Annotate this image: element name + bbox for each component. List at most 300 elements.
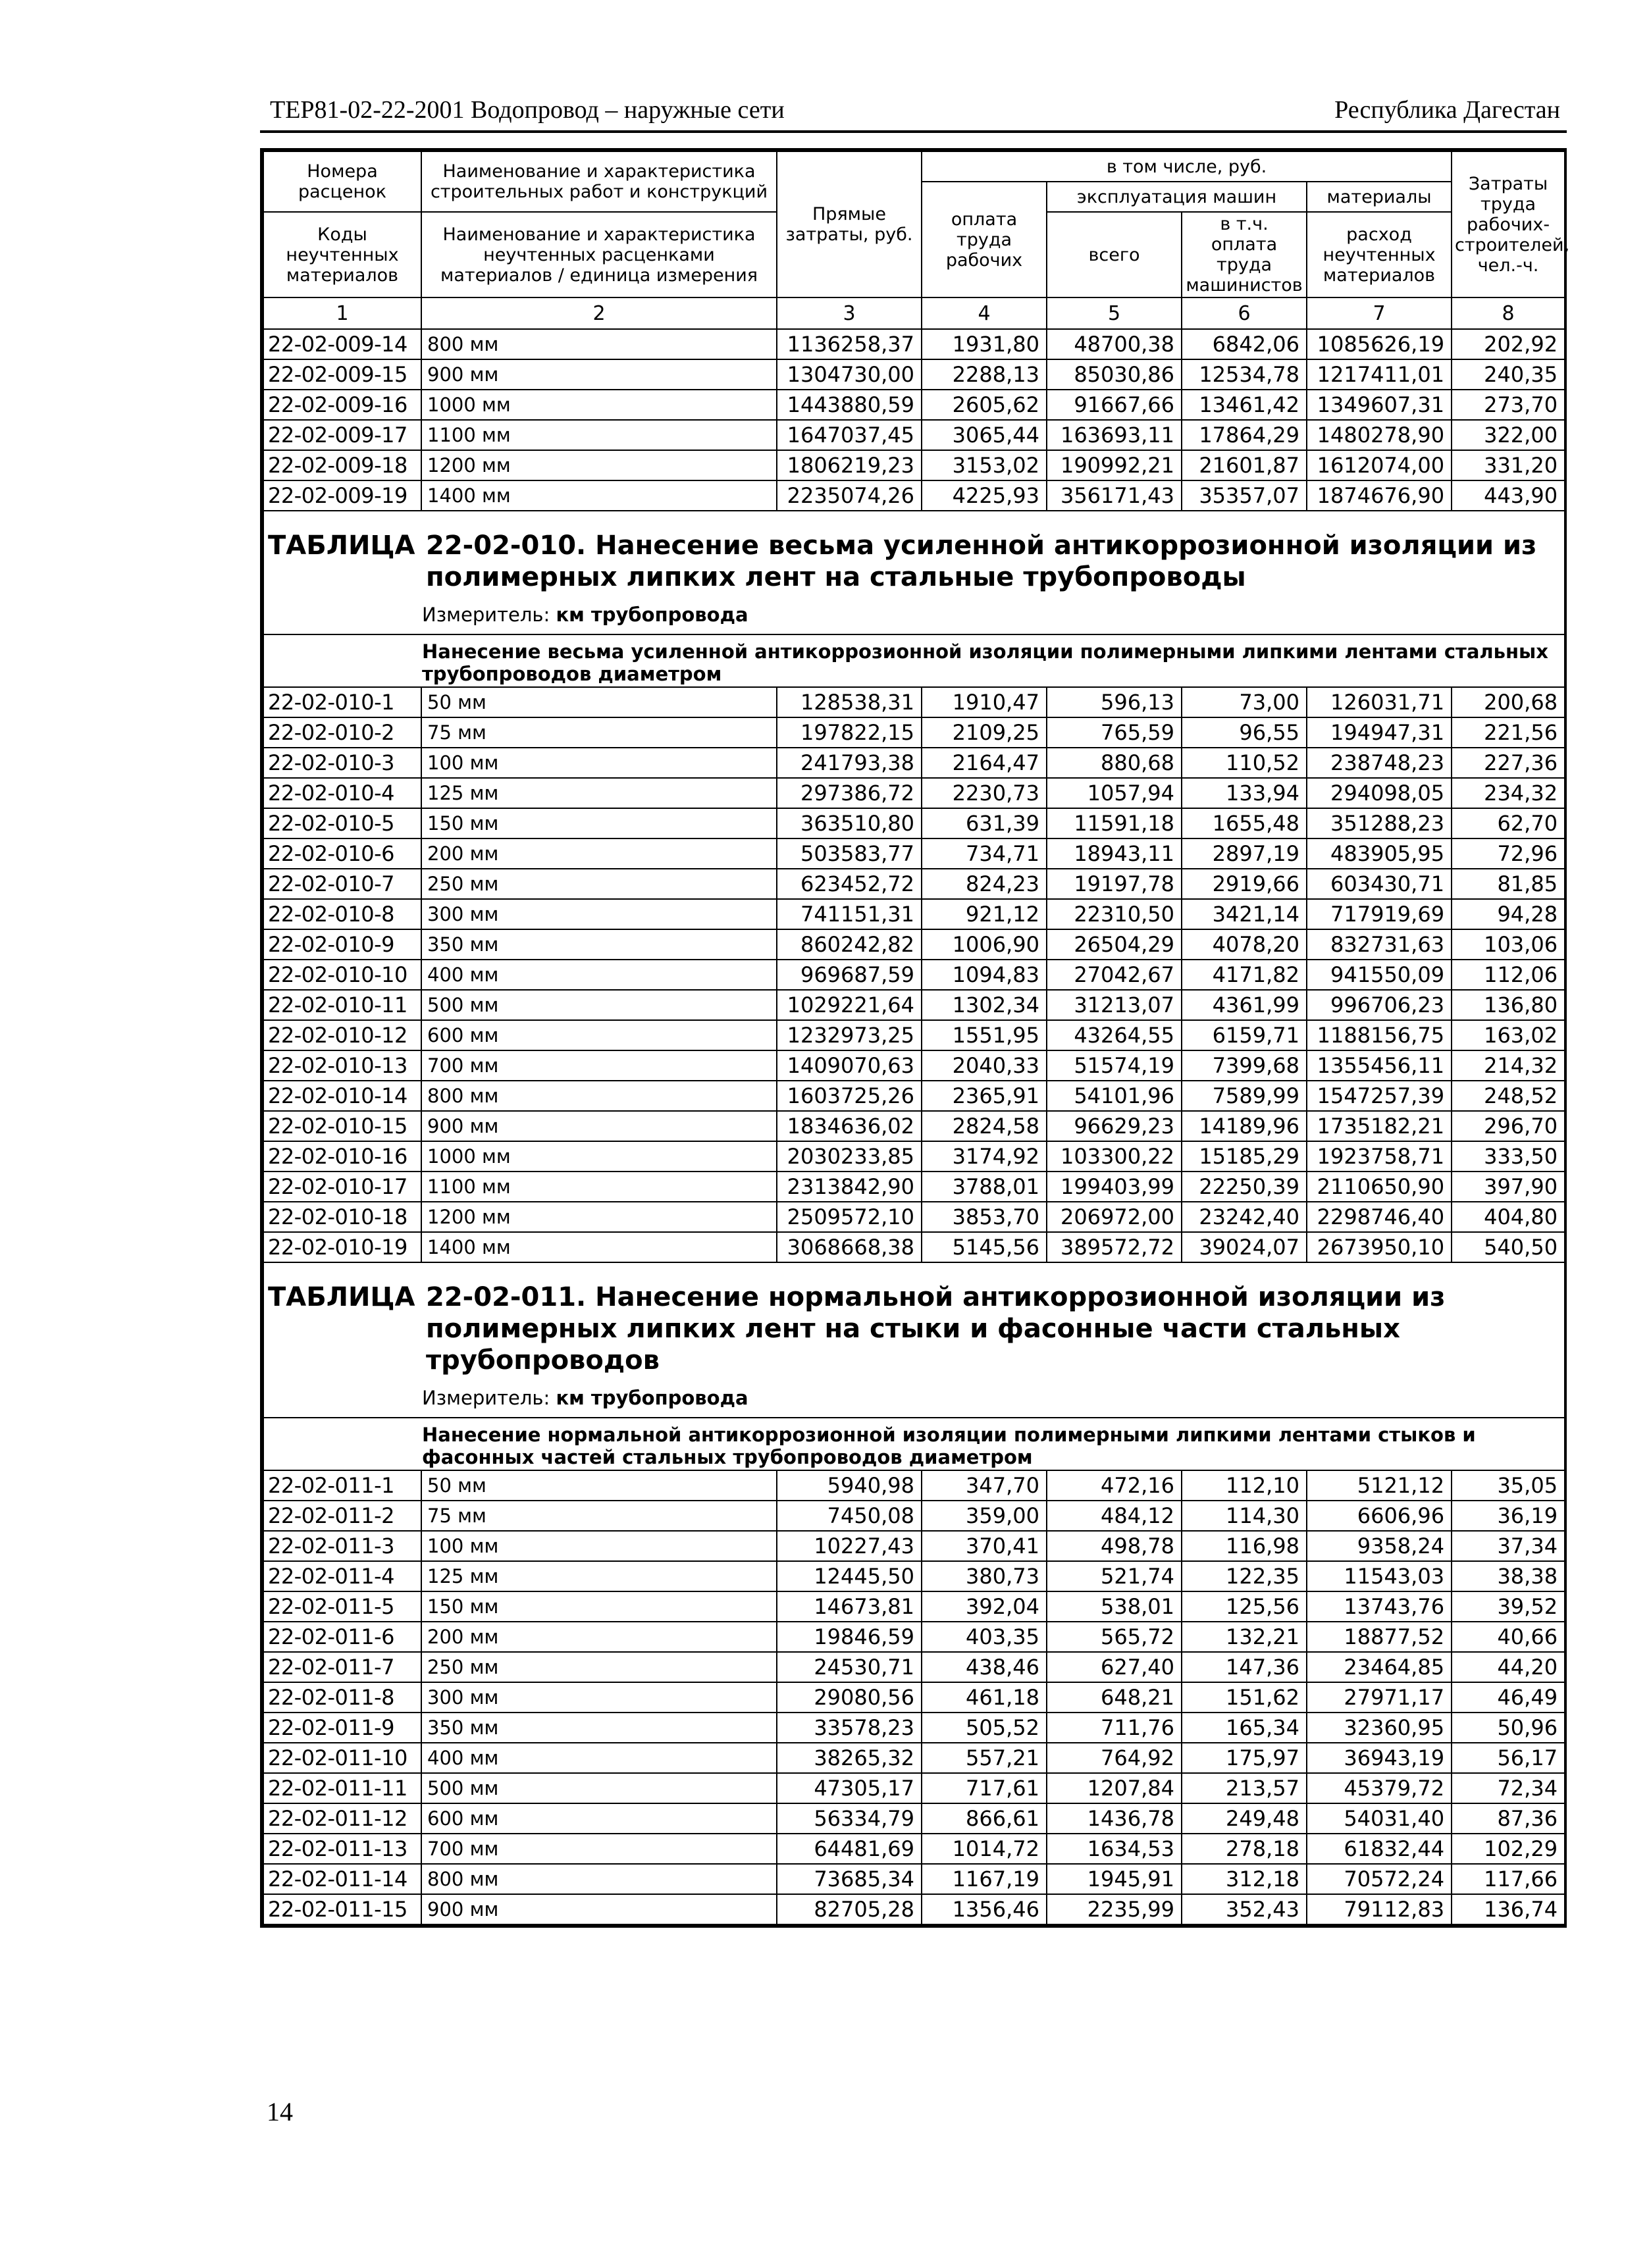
work-name-cell: 900 мм	[421, 1894, 777, 1924]
machinist-pay-cell: 21601,87	[1182, 450, 1307, 480]
work-name-cell: 250 мм	[421, 1652, 777, 1682]
machinist-pay-cell: 125,56	[1182, 1591, 1307, 1622]
work-name-cell: 150 мм	[421, 1591, 777, 1622]
group-heading: Нанесение нормальной антикоррозионной изоляции полимерными липкими лентами стыков и фасонных частей стальных трубопроводов диаметром	[422, 1424, 1476, 1468]
machines-total-cell: 85030,86	[1047, 359, 1182, 390]
labor-hours-cell: 136,80	[1452, 990, 1565, 1020]
material-usage-cell: 194947,31	[1307, 717, 1452, 748]
worker-pay-cell: 921,12	[922, 899, 1047, 929]
labor-hours-cell: 227,36	[1452, 748, 1565, 778]
labor-hours-cell: 35,05	[1452, 1470, 1565, 1501]
table-row	[263, 960, 1565, 990]
work-name-cell: 125 мм	[421, 778, 777, 808]
labor-hours-cell: 36,19	[1452, 1501, 1565, 1531]
rate-code-cell: 22-02-010-15	[263, 1111, 421, 1141]
direct-costs-cell: 56334,79	[777, 1803, 922, 1834]
rate-code-cell: 22-02-009-16	[263, 390, 421, 420]
machinist-pay-cell: 112,10	[1182, 1470, 1307, 1501]
direct-costs-cell: 1136258,37	[777, 329, 922, 359]
worker-pay-cell: 1302,34	[922, 990, 1047, 1020]
machinist-pay-cell: 278,18	[1182, 1834, 1307, 1864]
labor-hours-cell: 56,17	[1452, 1743, 1565, 1773]
machinist-pay-cell: 1655,48	[1182, 808, 1307, 838]
running-header-title: ТЕР81-02-22-2001 Водопровод – наружные сети	[270, 96, 785, 124]
col-header-worker-pay: оплата труда рабочих	[922, 182, 1047, 297]
rate-code-cell: 22-02-011-6	[263, 1622, 421, 1652]
direct-costs-cell: 241793,38	[777, 748, 922, 778]
material-usage-cell: 61832,44	[1307, 1834, 1452, 1864]
machines-total-cell: 472,16	[1047, 1470, 1182, 1501]
worker-pay-cell: 3065,44	[922, 420, 1047, 450]
machinist-pay-cell: 13461,42	[1182, 390, 1307, 420]
table-row	[263, 1141, 1565, 1172]
machinist-pay-cell: 35357,07	[1182, 480, 1307, 511]
material-usage-cell: 2673950,10	[1307, 1232, 1452, 1262]
price-table	[263, 151, 1570, 1925]
machines-total-cell: 54101,96	[1047, 1081, 1182, 1111]
machines-total-cell: 484,12	[1047, 1501, 1182, 1531]
running-header-region: Республика Дагестан	[1334, 96, 1560, 124]
machinist-pay-cell: 122,35	[1182, 1561, 1307, 1591]
direct-costs-cell: 1806219,23	[777, 450, 922, 480]
material-usage-cell: 1188156,75	[1307, 1020, 1452, 1050]
worker-pay-cell: 824,23	[922, 869, 1047, 899]
machines-total-cell: 356171,43	[1047, 480, 1182, 511]
labor-hours-cell: 273,70	[1452, 390, 1565, 420]
work-name-cell: 400 мм	[421, 1743, 777, 1773]
machinist-pay-cell: 7399,68	[1182, 1050, 1307, 1081]
labor-hours-cell: 221,56	[1452, 717, 1565, 748]
table-row	[263, 778, 1565, 808]
section-number: 22-02-011.	[426, 1282, 587, 1312]
work-name-cell: 150 мм	[421, 808, 777, 838]
column-number: 4	[922, 297, 1047, 329]
material-usage-cell: 18877,52	[1307, 1622, 1452, 1652]
machines-total-cell: 565,72	[1047, 1622, 1182, 1652]
worker-pay-cell: 359,00	[922, 1501, 1047, 1531]
work-name-cell: 500 мм	[421, 990, 777, 1020]
table-row	[263, 869, 1565, 899]
worker-pay-cell: 734,71	[922, 838, 1047, 869]
worker-pay-cell: 4225,93	[922, 480, 1047, 511]
table-row	[263, 1803, 1565, 1834]
worker-pay-cell: 1551,95	[922, 1020, 1047, 1050]
machines-total-cell: 1634,53	[1047, 1834, 1182, 1864]
rate-code-cell: 22-02-011-14	[263, 1864, 421, 1894]
worker-pay-cell: 3853,70	[922, 1202, 1047, 1232]
rate-code-cell: 22-02-010-12	[263, 1020, 421, 1050]
direct-costs-cell: 33578,23	[777, 1713, 922, 1743]
work-name-cell: 75 мм	[421, 717, 777, 748]
direct-costs-cell: 73685,34	[777, 1864, 922, 1894]
machines-total-cell: 711,76	[1047, 1713, 1182, 1743]
col-header-direct-costs: Прямые затраты, руб.	[777, 151, 922, 297]
work-name-cell: 1000 мм	[421, 390, 777, 420]
rate-code-cell: 22-02-010-1	[263, 687, 421, 717]
rate-code-cell: 22-02-009-14	[263, 329, 421, 359]
machinist-pay-cell: 14189,96	[1182, 1111, 1307, 1141]
material-usage-cell: 54031,40	[1307, 1803, 1452, 1834]
measure-label: Измеритель:	[422, 1387, 550, 1409]
rate-code-cell: 22-02-011-9	[263, 1713, 421, 1743]
rate-code-cell: 22-02-010-6	[263, 838, 421, 869]
labor-hours-cell: 72,96	[1452, 838, 1565, 869]
machines-total-cell: 91667,66	[1047, 390, 1182, 420]
labor-hours-cell: 136,74	[1452, 1894, 1565, 1924]
table-row	[263, 929, 1565, 960]
machinist-pay-cell: 249,48	[1182, 1803, 1307, 1834]
work-name-cell: 1200 мм	[421, 1202, 777, 1232]
worker-pay-cell: 5145,56	[922, 1232, 1047, 1262]
machines-total-cell: 521,74	[1047, 1561, 1182, 1591]
col-header-labor-hours: Затраты труда рабочих-строителей, чел.-ч.	[1452, 151, 1565, 297]
machinist-pay-cell: 175,97	[1182, 1743, 1307, 1773]
work-name-cell: 50 мм	[421, 1470, 777, 1501]
column-number: 1	[263, 297, 421, 329]
rate-code-cell: 22-02-010-17	[263, 1172, 421, 1202]
table-row	[263, 808, 1565, 838]
work-name-cell: 900 мм	[421, 359, 777, 390]
machinist-pay-cell: 73,00	[1182, 687, 1307, 717]
rate-code-cell: 22-02-010-16	[263, 1141, 421, 1172]
work-name-cell: 400 мм	[421, 960, 777, 990]
machines-total-cell: 389572,72	[1047, 1232, 1182, 1262]
machines-total-cell: 538,01	[1047, 1591, 1182, 1622]
direct-costs-cell: 1232973,25	[777, 1020, 922, 1050]
section-heading-cell	[263, 1262, 1565, 1418]
machinist-pay-cell: 22250,39	[1182, 1172, 1307, 1202]
machines-total-cell: 18943,11	[1047, 838, 1182, 869]
column-number: 7	[1307, 297, 1452, 329]
machines-total-cell: 596,13	[1047, 687, 1182, 717]
worker-pay-cell: 2824,58	[922, 1111, 1047, 1141]
material-usage-cell: 70572,24	[1307, 1864, 1452, 1894]
direct-costs-cell: 29080,56	[777, 1682, 922, 1713]
worker-pay-cell: 1094,83	[922, 960, 1047, 990]
direct-costs-cell: 10227,43	[777, 1531, 922, 1561]
labor-hours-cell: 81,85	[1452, 869, 1565, 899]
work-name-cell: 350 мм	[421, 1713, 777, 1743]
worker-pay-cell: 3174,92	[922, 1141, 1047, 1172]
labor-hours-cell: 202,92	[1452, 329, 1565, 359]
direct-costs-cell: 7450,08	[777, 1501, 922, 1531]
material-usage-cell: 996706,23	[1307, 990, 1452, 1020]
measure-label: Измеритель:	[422, 604, 550, 626]
material-usage-cell: 1735182,21	[1307, 1111, 1452, 1141]
material-usage-cell: 23464,85	[1307, 1652, 1452, 1682]
table-row	[263, 1501, 1565, 1531]
rate-code-cell: 22-02-009-15	[263, 359, 421, 390]
worker-pay-cell: 557,21	[922, 1743, 1047, 1773]
column-number: 5	[1047, 297, 1182, 329]
table-row	[263, 1652, 1565, 1682]
machines-total-cell: 163693,11	[1047, 420, 1182, 450]
rate-code-cell: 22-02-011-7	[263, 1652, 421, 1682]
table-section-heading	[263, 511, 1565, 634]
labor-hours-cell: 240,35	[1452, 359, 1565, 390]
machines-total-cell: 103300,22	[1047, 1141, 1182, 1172]
material-usage-cell: 13743,76	[1307, 1591, 1452, 1622]
worker-pay-cell: 1931,80	[922, 329, 1047, 359]
direct-costs-cell: 297386,72	[777, 778, 922, 808]
machines-total-cell: 627,40	[1047, 1652, 1182, 1682]
machinist-pay-cell: 39024,07	[1182, 1232, 1307, 1262]
table-row	[263, 1470, 1565, 1501]
material-usage-cell: 126031,71	[1307, 687, 1452, 717]
material-usage-cell: 1085626,19	[1307, 329, 1452, 359]
column-numbers-row	[263, 297, 1565, 329]
labor-hours-cell: 44,20	[1452, 1652, 1565, 1682]
direct-costs-cell: 363510,80	[777, 808, 922, 838]
rate-code-cell: 22-02-010-9	[263, 929, 421, 960]
work-name-cell: 125 мм	[421, 1561, 777, 1591]
material-usage-cell: 941550,09	[1307, 960, 1452, 990]
rate-code-cell: 22-02-010-2	[263, 717, 421, 748]
machinist-pay-cell: 6159,71	[1182, 1020, 1307, 1050]
machinist-pay-cell: 4078,20	[1182, 929, 1307, 960]
labor-hours-cell: 333,50	[1452, 1141, 1565, 1172]
table-row	[263, 748, 1565, 778]
labor-hours-cell: 112,06	[1452, 960, 1565, 990]
group-heading-row	[263, 634, 1565, 687]
table-row	[263, 420, 1565, 450]
column-number: 6	[1182, 297, 1307, 329]
work-name-cell: 50 мм	[421, 687, 777, 717]
direct-costs-cell: 1409070,63	[777, 1050, 922, 1081]
labor-hours-cell: 322,00	[1452, 420, 1565, 450]
work-name-cell: 600 мм	[421, 1020, 777, 1050]
direct-costs-cell: 82705,28	[777, 1894, 922, 1924]
rate-code-cell: 22-02-011-12	[263, 1803, 421, 1834]
labor-hours-cell: 72,34	[1452, 1773, 1565, 1803]
direct-costs-cell: 2509572,10	[777, 1202, 922, 1232]
group-heading-cell	[263, 634, 1565, 687]
material-usage-cell: 2110650,90	[1307, 1172, 1452, 1202]
col-header-works: Наименование и характеристика строительных работ и конструкций	[421, 151, 777, 212]
material-usage-cell: 603430,71	[1307, 869, 1452, 899]
direct-costs-cell: 14673,81	[777, 1591, 922, 1622]
direct-costs-cell: 1834636,02	[777, 1111, 922, 1141]
rate-code-cell: 22-02-011-15	[263, 1894, 421, 1924]
table-row	[263, 1894, 1565, 1924]
machinist-pay-cell: 3421,14	[1182, 899, 1307, 929]
table-row	[263, 990, 1565, 1020]
machinist-pay-cell: 7589,99	[1182, 1081, 1307, 1111]
machinist-pay-cell: 12534,78	[1182, 359, 1307, 390]
table-row	[263, 359, 1565, 390]
work-name-cell: 500 мм	[421, 1773, 777, 1803]
price-table-frame	[260, 148, 1570, 1928]
table-row	[263, 1682, 1565, 1713]
direct-costs-cell: 5940,98	[777, 1470, 922, 1501]
worker-pay-cell: 2365,91	[922, 1081, 1047, 1111]
worker-pay-cell: 2040,33	[922, 1050, 1047, 1081]
material-usage-cell: 1355456,11	[1307, 1050, 1452, 1081]
direct-costs-cell: 24530,71	[777, 1652, 922, 1682]
material-usage-cell: 1480278,90	[1307, 420, 1452, 450]
measure-value: км трубопровода	[556, 604, 748, 626]
section-label: ТАБЛИЦА	[268, 530, 415, 561]
work-name-cell: 800 мм	[421, 1864, 777, 1894]
table-row	[263, 329, 1565, 359]
material-usage-cell: 483905,95	[1307, 838, 1452, 869]
table-row	[263, 1622, 1565, 1652]
machinist-pay-cell: 15185,29	[1182, 1141, 1307, 1172]
worker-pay-cell: 392,04	[922, 1591, 1047, 1622]
table-row	[263, 1834, 1565, 1864]
machines-total-cell: 1945,91	[1047, 1864, 1182, 1894]
table-row	[263, 1232, 1565, 1262]
group-heading-cell	[263, 1418, 1565, 1470]
machines-total-cell: 764,92	[1047, 1743, 1182, 1773]
material-usage-cell: 1874676,90	[1307, 480, 1452, 511]
group-heading-row	[263, 1418, 1565, 1470]
direct-costs-cell: 503583,77	[777, 838, 922, 869]
section-title-text	[426, 530, 1564, 593]
col-header-machines: эксплуатация машин	[1047, 182, 1307, 212]
worker-pay-cell: 631,39	[922, 808, 1047, 838]
machinist-pay-cell: 133,94	[1182, 778, 1307, 808]
measure-unit	[264, 1384, 1564, 1417]
rate-code-cell: 22-02-010-3	[263, 748, 421, 778]
worker-pay-cell: 2288,13	[922, 359, 1047, 390]
machines-total-cell: 648,21	[1047, 1682, 1182, 1713]
material-usage-cell: 11543,03	[1307, 1561, 1452, 1591]
material-usage-cell: 79112,83	[1307, 1894, 1452, 1924]
material-usage-cell: 294098,05	[1307, 778, 1452, 808]
work-name-cell: 700 мм	[421, 1834, 777, 1864]
labor-hours-cell: 46,49	[1452, 1682, 1565, 1713]
direct-costs-cell: 1647037,45	[777, 420, 922, 450]
labor-hours-cell: 331,20	[1452, 450, 1565, 480]
table-row	[263, 1561, 1565, 1591]
section-name: Нанесение весьма усиленной антикоррозионной изоляции из полимерных липких лент на стальные трубопроводы	[426, 530, 1537, 592]
direct-costs-cell: 64481,69	[777, 1834, 922, 1864]
work-name-cell: 250 мм	[421, 869, 777, 899]
labor-hours-cell: 37,34	[1452, 1531, 1565, 1561]
column-number: 2	[421, 297, 777, 329]
measure-unit	[264, 601, 1564, 634]
material-usage-cell: 32360,95	[1307, 1713, 1452, 1743]
table-row	[263, 1081, 1565, 1111]
page-number: 14	[267, 2097, 293, 2126]
section-title-text	[426, 1281, 1564, 1376]
labor-hours-cell: 540,50	[1452, 1232, 1565, 1262]
work-name-cell: 300 мм	[421, 1682, 777, 1713]
worker-pay-cell: 1014,72	[922, 1834, 1047, 1864]
direct-costs-cell: 2235074,26	[777, 480, 922, 511]
worker-pay-cell: 1006,90	[922, 929, 1047, 960]
table-row	[263, 717, 1565, 748]
direct-costs-cell: 47305,17	[777, 1773, 922, 1803]
column-number: 8	[1452, 297, 1565, 329]
direct-costs-cell: 1443880,59	[777, 390, 922, 420]
machinist-pay-cell: 147,36	[1182, 1652, 1307, 1682]
section-label: ТАБЛИЦА	[268, 1282, 415, 1312]
worker-pay-cell: 1910,47	[922, 687, 1047, 717]
worker-pay-cell: 380,73	[922, 1561, 1047, 1591]
labor-hours-cell: 102,29	[1452, 1834, 1565, 1864]
material-usage-cell: 1612074,00	[1307, 450, 1452, 480]
table-row	[263, 1864, 1565, 1894]
labor-hours-cell: 234,32	[1452, 778, 1565, 808]
table-row	[263, 1050, 1565, 1081]
worker-pay-cell: 1167,19	[922, 1864, 1047, 1894]
labor-hours-cell: 200,68	[1452, 687, 1565, 717]
material-usage-cell: 351288,23	[1307, 808, 1452, 838]
labor-hours-cell: 248,52	[1452, 1081, 1565, 1111]
table-row	[263, 1020, 1565, 1050]
machines-total-cell: 206972,00	[1047, 1202, 1182, 1232]
material-usage-cell: 2298746,40	[1307, 1202, 1452, 1232]
section-name: Нанесение нормальной антикоррозионной изоляции из полимерных липких лент на стыки и фасонные части стальных трубопроводов	[426, 1282, 1446, 1376]
labor-hours-cell: 404,80	[1452, 1202, 1565, 1232]
material-usage-cell: 6606,96	[1307, 1501, 1452, 1531]
worker-pay-cell: 1356,46	[922, 1894, 1047, 1924]
machinist-pay-cell: 4171,82	[1182, 960, 1307, 990]
group-heading: Нанесение весьма усиленной антикоррозионной изоляции полимерными липкими лентами стальных трубопроводов диаметром	[422, 640, 1548, 685]
rate-code-cell: 22-02-011-4	[263, 1561, 421, 1591]
machinist-pay-cell: 165,34	[1182, 1713, 1307, 1743]
machines-total-cell: 498,78	[1047, 1531, 1182, 1561]
work-name-cell: 800 мм	[421, 329, 777, 359]
machines-total-cell: 43264,55	[1047, 1020, 1182, 1050]
table-row	[263, 1172, 1565, 1202]
work-name-cell: 1100 мм	[421, 1172, 777, 1202]
section-title	[264, 511, 1564, 601]
direct-costs-cell: 2030233,85	[777, 1141, 922, 1172]
rate-code-cell: 22-02-010-14	[263, 1081, 421, 1111]
machines-total-cell: 26504,29	[1047, 929, 1182, 960]
machines-total-cell: 48700,38	[1047, 329, 1182, 359]
table-row	[263, 1591, 1565, 1622]
machinist-pay-cell: 23242,40	[1182, 1202, 1307, 1232]
work-name-cell: 1000 мм	[421, 1141, 777, 1172]
col-header-machines-total: всего	[1047, 212, 1182, 297]
worker-pay-cell: 3788,01	[922, 1172, 1047, 1202]
rate-code-cell: 22-02-010-4	[263, 778, 421, 808]
work-name-cell: 900 мм	[421, 1111, 777, 1141]
table-row	[263, 480, 1565, 511]
machines-total-cell: 880,68	[1047, 748, 1182, 778]
work-name-cell: 700 мм	[421, 1050, 777, 1081]
material-usage-cell: 1547257,39	[1307, 1081, 1452, 1111]
rate-code-cell: 22-02-011-8	[263, 1682, 421, 1713]
direct-costs-cell: 197822,15	[777, 717, 922, 748]
labor-hours-cell: 117,66	[1452, 1864, 1565, 1894]
work-name-cell: 100 мм	[421, 1531, 777, 1561]
work-name-cell: 200 мм	[421, 838, 777, 869]
work-name-cell: 200 мм	[421, 1622, 777, 1652]
direct-costs-cell: 1304730,00	[777, 359, 922, 390]
machinist-pay-cell: 151,62	[1182, 1682, 1307, 1713]
labor-hours-cell: 39,52	[1452, 1591, 1565, 1622]
worker-pay-cell: 505,52	[922, 1713, 1047, 1743]
rate-code-cell: 22-02-009-17	[263, 420, 421, 450]
labor-hours-cell: 443,90	[1452, 480, 1565, 511]
work-name-cell: 75 мм	[421, 1501, 777, 1531]
machinist-pay-cell: 6842,06	[1182, 329, 1307, 359]
table-section-heading	[263, 1262, 1565, 1418]
rate-code-cell: 22-02-011-13	[263, 1834, 421, 1864]
table-row	[263, 390, 1565, 420]
direct-costs-cell: 969687,59	[777, 960, 922, 990]
worker-pay-cell: 2109,25	[922, 717, 1047, 748]
machinist-pay-cell: 132,21	[1182, 1622, 1307, 1652]
machines-total-cell: 1436,78	[1047, 1803, 1182, 1834]
work-name-cell: 1400 мм	[421, 1232, 777, 1262]
direct-costs-cell: 1603725,26	[777, 1081, 922, 1111]
